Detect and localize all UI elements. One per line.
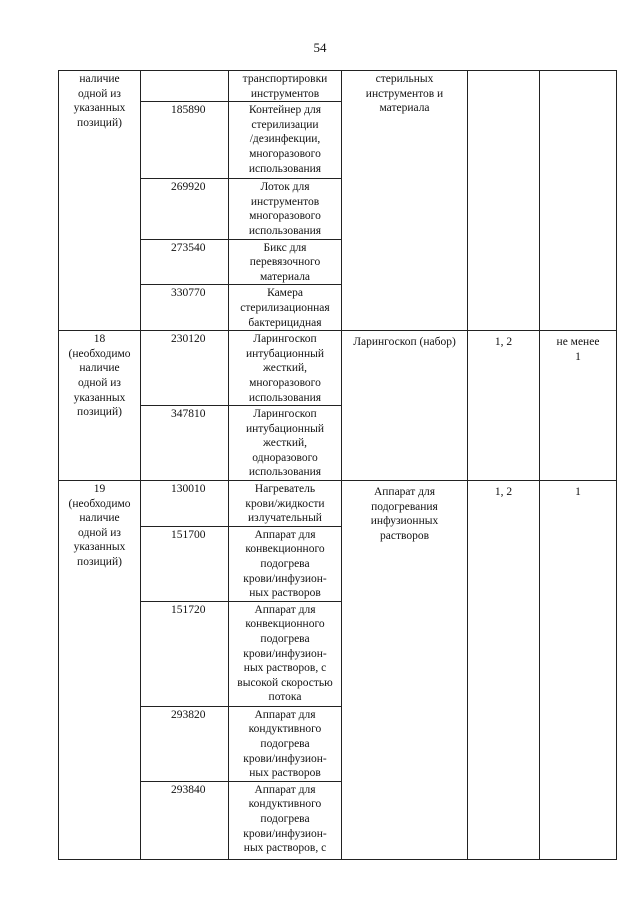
equipment-name: Аппарат для подогревания инфузионных растворов: [342, 481, 468, 860]
item-name: Ларингоскоп интубационный жесткий, одноразового использования: [229, 406, 342, 481]
item-code: [141, 71, 229, 102]
item-code: 185890: [141, 102, 229, 179]
group-label: наличие одной из указанных позиций): [59, 71, 141, 331]
item-name: Лоток для инструментов многоразового использования: [229, 179, 342, 239]
equipment-name: Ларингоскоп (набор): [342, 331, 468, 481]
item-name: Аппарат для кондуктивного подогрева крови/инфузион- ных растворов, с: [229, 781, 342, 859]
item-code: 330770: [141, 285, 229, 331]
item-name: Аппарат для конвекционного подогрева крови/инфузион- ных растворов, с высокой скоростью потока: [229, 601, 342, 706]
item-code: 293820: [141, 706, 229, 781]
item-name: транспортировки инструментов: [229, 71, 342, 102]
equipment-table: [58, 70, 617, 860]
table-row: [59, 71, 617, 102]
item-code: 230120: [141, 331, 229, 406]
table-row: [59, 331, 617, 406]
quantity: [540, 71, 617, 331]
group-label: 18 (необходимо наличие одной из указанных позиций): [59, 331, 141, 481]
requirement-notes: 1, 2: [468, 331, 540, 481]
item-name: Бикс для перевязочного материала: [229, 239, 342, 285]
equipment-name: стерильных инструментов и материала: [342, 71, 468, 331]
page-number: 54: [313, 40, 327, 55]
item-code: 151700: [141, 526, 229, 601]
item-code: 130010: [141, 481, 229, 527]
item-code: 293840: [141, 781, 229, 859]
requirement-notes: [468, 71, 540, 331]
item-name: Камера стерилизационная бактерицидная: [229, 285, 342, 331]
item-code: 273540: [141, 239, 229, 285]
item-code: 347810: [141, 406, 229, 481]
item-code: 151720: [141, 601, 229, 706]
quantity: не менее 1: [540, 331, 617, 481]
table-row: [59, 481, 617, 527]
item-name: Аппарат для конвекционного подогрева крови/инфузион- ных растворов: [229, 526, 342, 601]
item-name: Нагреватель крови/жидкости излучательный: [229, 481, 342, 527]
item-name: Аппарат для кондуктивного подогрева крови/инфузион- ных растворов: [229, 706, 342, 781]
group-label: 19 (необходимо наличие одной из указанных позиций): [59, 481, 141, 860]
item-name: Контейнер для стерилизации /дезинфекции, многоразового использования: [229, 102, 342, 179]
item-code: 269920: [141, 179, 229, 239]
quantity: 1: [540, 481, 617, 860]
requirement-notes: 1, 2: [468, 481, 540, 860]
item-name: Ларингоскоп интубационный жесткий, многоразового использования: [229, 331, 342, 406]
